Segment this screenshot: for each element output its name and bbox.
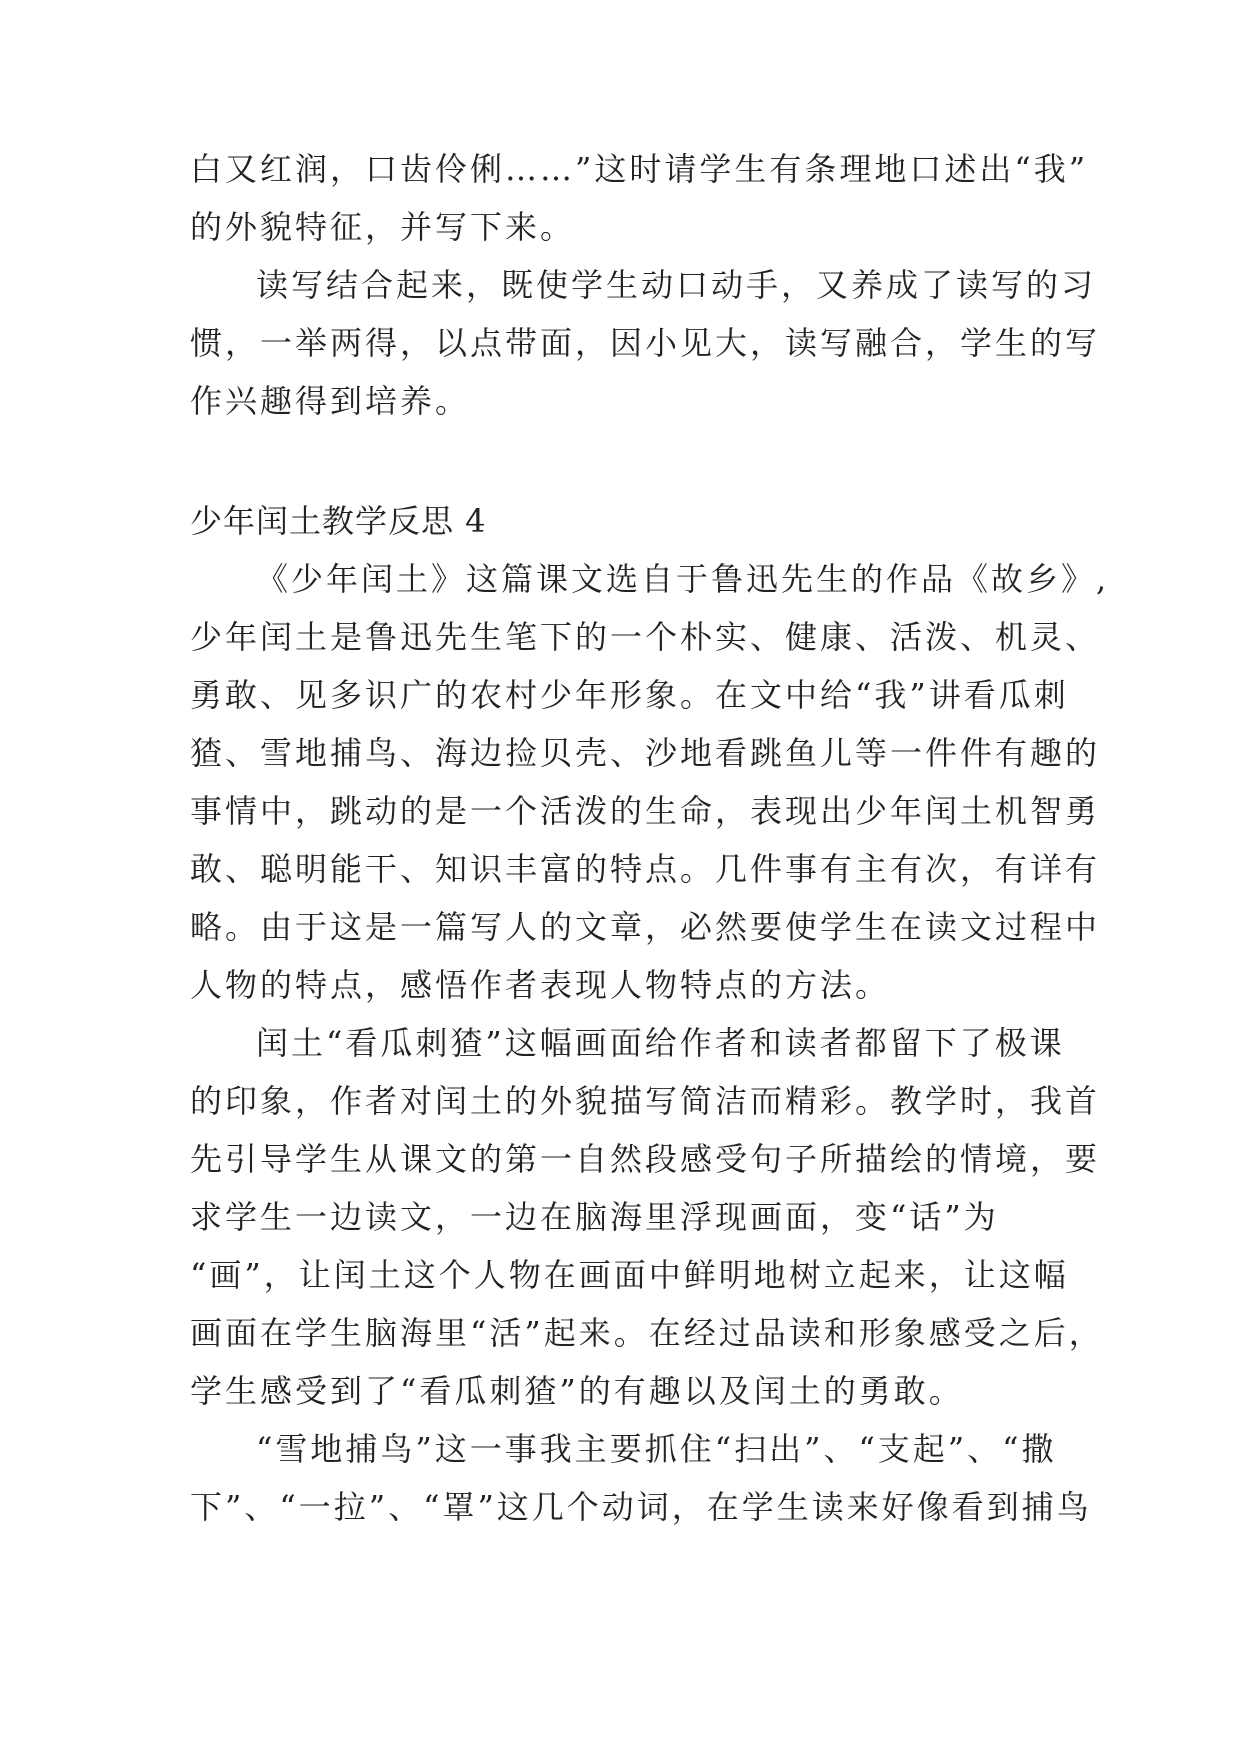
text-line: 读写结合起来，既使学生动口动手，又养成了读写的习 bbox=[256, 266, 1097, 304]
text-line: 求学生一边读文，一边在脑海里浮现画面，变“话”为 bbox=[190, 1198, 999, 1236]
paragraph bbox=[190, 256, 1101, 430]
text-line: “雪地捕鸟”这一事我主要抓住“扫出”、“支起”、“撒 bbox=[256, 1430, 1057, 1468]
text-line: 勇敢、见多识广的农村少年形象。在文中给“我”讲看瓜刺 bbox=[190, 676, 1069, 714]
paragraph bbox=[190, 550, 1110, 1014]
text-line: 猹、雪地捕鸟、海边捡贝壳、沙地看跳鱼儿等一件件有趣的 bbox=[190, 734, 1101, 772]
text-line: 少年闰土是鲁迅先生笔下的一个朴实、健康、活泼、机灵、 bbox=[190, 618, 1101, 656]
section-gap bbox=[190, 430, 1060, 470]
section-title: 少年闰土教学反思 4 bbox=[190, 502, 487, 540]
text-line: 白又红润，口齿伶俐……”这时请学生有条理地口述出“我” bbox=[190, 150, 1089, 188]
text-line: 下”、“一拉”、“罩”这几个动词，在学生读来好像看到捕鸟 bbox=[190, 1488, 1092, 1526]
text-line: 敢、聪明能干、知识丰富的特点。几件事有主有次，有详有 bbox=[190, 850, 1101, 888]
text-line: 人物的特点，感悟作者表现人物特点的方法。 bbox=[190, 966, 891, 1004]
paragraph bbox=[190, 1420, 1092, 1536]
document-page bbox=[190, 140, 1110, 1536]
text-line: 事情中，跳动的是一个活泼的生命，表现出少年闰土机智勇 bbox=[190, 792, 1101, 830]
text-line: 学生感受到了“看瓜刺猹”的有趣以及闰土的勇敢。 bbox=[190, 1372, 964, 1410]
text-line: 略。由于这是一篇写人的文章，必然要使学生在读文过程中 bbox=[190, 908, 1101, 946]
text-line: 闰土“看瓜刺猹”这幅画面给作者和读者都留下了极课 bbox=[256, 1024, 1065, 1062]
text-line: “画”，让闰土这个人物在画面中鲜明地树立起来，让这幅 bbox=[190, 1256, 1069, 1294]
paragraph bbox=[190, 1014, 1104, 1420]
text-line: 的印象，作者对闰土的外貌描写简洁而精彩。教学时，我首 bbox=[190, 1082, 1101, 1120]
text-line: 画面在学生脑海里“活”起来。在经过品读和形象感受之后， bbox=[190, 1314, 1104, 1352]
text-line: 的外貌特征，并写下来。 bbox=[190, 208, 576, 246]
text-line: 先引导学生从课文的第一自然段感受句子所描绘的情境，要 bbox=[190, 1140, 1101, 1178]
text-line: 《少年闰土》这篇课文选自于鲁迅先生的作品《故乡》, bbox=[256, 560, 1110, 598]
text-line: 作兴趣得到培养。 bbox=[190, 382, 471, 420]
paragraph bbox=[190, 140, 1089, 256]
text-line: 惯，一举两得，以点带面，因小见大，读写融合，学生的写 bbox=[190, 324, 1101, 362]
